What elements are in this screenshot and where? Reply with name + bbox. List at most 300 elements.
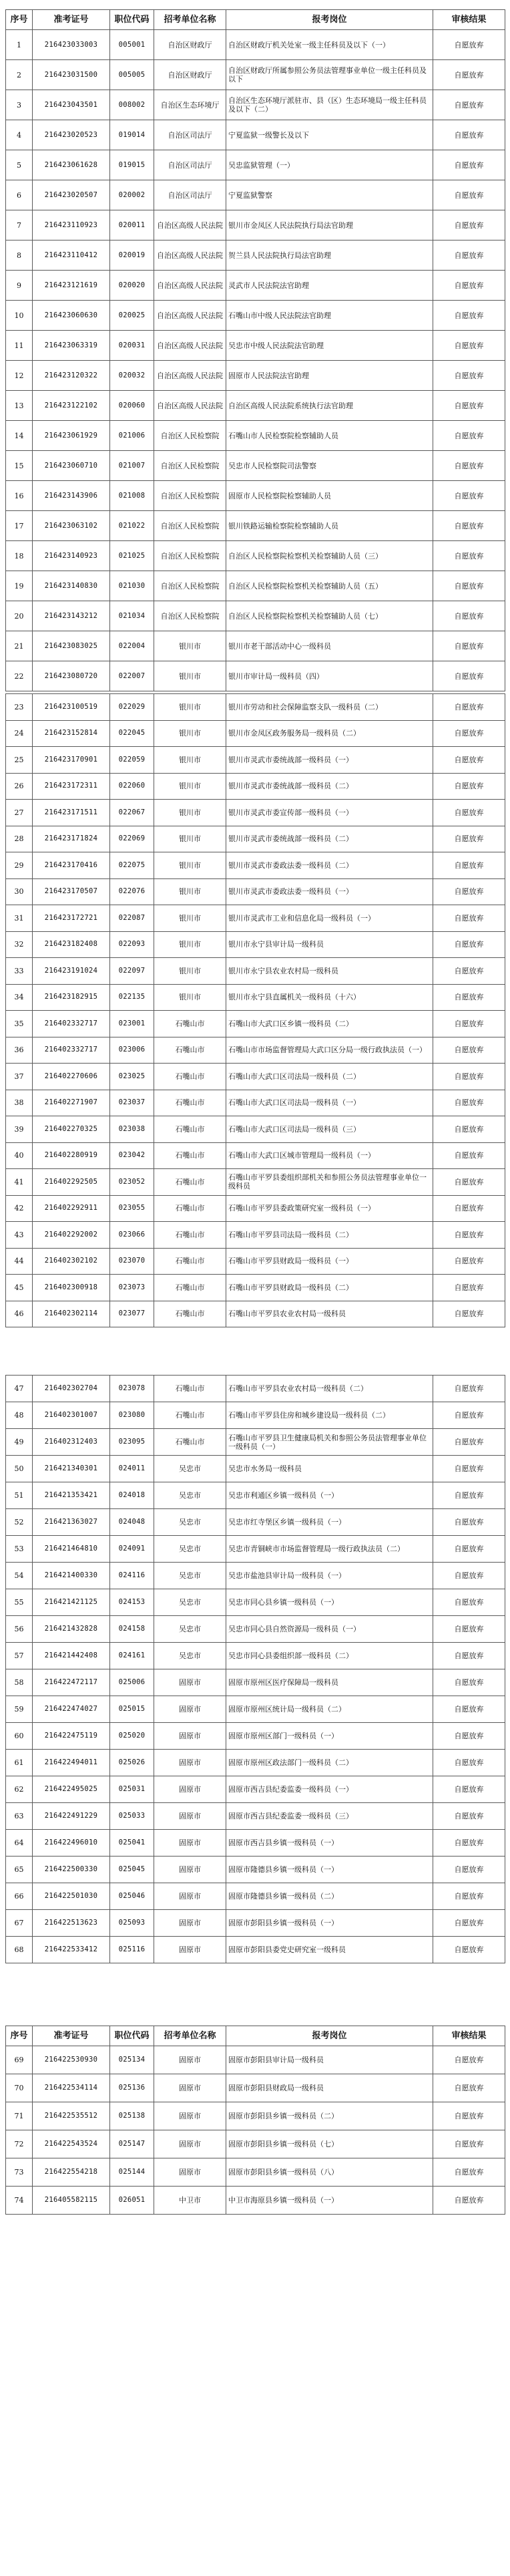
header-position-code: 职位代码 bbox=[110, 10, 154, 30]
cell-recruiting-unit: 石嘴山市 bbox=[154, 1064, 226, 1090]
cell-applied-position: 石嘴山市大武口区司法局一级科员（一） bbox=[226, 1090, 433, 1116]
cell-serial-number: 27 bbox=[6, 800, 33, 826]
cell-recruiting-unit: 自治区人民检察院 bbox=[154, 571, 226, 601]
table-row bbox=[6, 1301, 505, 1327]
cell-review-result: 自愿放弃 bbox=[433, 747, 505, 774]
table-row bbox=[6, 1589, 505, 1616]
cell-position-code: 025116 bbox=[110, 1937, 154, 1963]
cell-recruiting-unit: 银川市 bbox=[154, 800, 226, 826]
cell-review-result: 自愿放弃 bbox=[433, 150, 505, 180]
table-row bbox=[6, 1222, 505, 1249]
cell-ticket-number: 216422496010 bbox=[33, 1830, 110, 1857]
cell-serial-number: 71 bbox=[6, 2102, 33, 2130]
table-row bbox=[6, 2074, 505, 2102]
cell-position-code: 020019 bbox=[110, 240, 154, 271]
cell-applied-position: 固原市彭阳县乡镇一级科员（七） bbox=[226, 2130, 433, 2158]
cell-review-result: 自愿放弃 bbox=[433, 2102, 505, 2130]
cell-applied-position: 银川市永宁县直属机关一级科员（十六） bbox=[226, 984, 433, 1011]
cell-position-code: 025045 bbox=[110, 1857, 154, 1883]
cell-applied-position: 石嘴山市平罗县农业农村局一级科员（二） bbox=[226, 1376, 433, 1402]
cell-position-code: 022135 bbox=[110, 984, 154, 1011]
cell-review-result: 自愿放弃 bbox=[433, 800, 505, 826]
cell-ticket-number: 216423061628 bbox=[33, 150, 110, 180]
table-row bbox=[6, 2187, 505, 2215]
cell-applied-position: 吴忠监狱管理（一） bbox=[226, 150, 433, 180]
cell-ticket-number: 216421400330 bbox=[33, 1563, 110, 1589]
cell-applied-position: 吴忠市盐池县审计局一级科员（一） bbox=[226, 1563, 433, 1589]
cell-position-code: 025136 bbox=[110, 2074, 154, 2102]
cell-ticket-number: 216421340301 bbox=[33, 1456, 110, 1482]
cell-applied-position: 银川市灵武市委政法委一级科员（二） bbox=[226, 852, 433, 879]
cell-serial-number: 17 bbox=[6, 511, 33, 541]
cell-review-result: 自愿放弃 bbox=[433, 852, 505, 879]
cell-serial-number: 52 bbox=[6, 1509, 33, 1536]
cell-applied-position: 宁夏监狱一级警长及以下 bbox=[226, 120, 433, 150]
cell-ticket-number: 216402302704 bbox=[33, 1376, 110, 1402]
cell-applied-position: 吴忠市人民检察院司法警察 bbox=[226, 451, 433, 481]
cell-review-result: 自愿放弃 bbox=[433, 1037, 505, 1064]
cell-applied-position: 固原市原州区统计局一级科员（二） bbox=[226, 1696, 433, 1723]
cell-position-code: 023025 bbox=[110, 1064, 154, 1090]
cell-review-result: 自愿放弃 bbox=[433, 2074, 505, 2102]
cell-position-code: 023070 bbox=[110, 1248, 154, 1275]
cell-position-code: 025031 bbox=[110, 1776, 154, 1803]
cell-position-code: 020020 bbox=[110, 271, 154, 301]
cell-serial-number: 34 bbox=[6, 984, 33, 1011]
cell-serial-number: 2 bbox=[6, 60, 33, 90]
cell-serial-number: 32 bbox=[6, 931, 33, 958]
cell-serial-number: 11 bbox=[6, 331, 33, 361]
cell-serial-number: 63 bbox=[6, 1803, 33, 1830]
results-table-part-4 bbox=[5, 2026, 505, 2215]
cell-recruiting-unit: 石嘴山市 bbox=[154, 1248, 226, 1275]
cell-recruiting-unit: 吴忠市 bbox=[154, 1536, 226, 1563]
cell-position-code: 024011 bbox=[110, 1456, 154, 1482]
table-row bbox=[6, 60, 505, 90]
table-row bbox=[6, 773, 505, 800]
cell-position-code: 025006 bbox=[110, 1669, 154, 1696]
cell-position-code: 023073 bbox=[110, 1275, 154, 1301]
cell-review-result: 自愿放弃 bbox=[433, 1402, 505, 1429]
cell-ticket-number: 216405582115 bbox=[33, 2187, 110, 2215]
cell-review-result: 自愿放弃 bbox=[433, 210, 505, 240]
cell-ticket-number: 216423171511 bbox=[33, 800, 110, 826]
cell-serial-number: 46 bbox=[6, 1301, 33, 1327]
cell-position-code: 019015 bbox=[110, 150, 154, 180]
cell-applied-position: 银川市金凤区人民法院执行局法官助理 bbox=[226, 210, 433, 240]
header-ticket-number: 准考证号 bbox=[33, 10, 110, 30]
cell-serial-number: 45 bbox=[6, 1275, 33, 1301]
cell-applied-position: 固原市西吉县纪委监委一级科员（一） bbox=[226, 1776, 433, 1803]
cell-recruiting-unit: 自治区人民检察院 bbox=[154, 601, 226, 631]
cell-recruiting-unit: 固原市 bbox=[154, 1937, 226, 1963]
cell-recruiting-unit: 石嘴山市 bbox=[154, 1090, 226, 1116]
cell-ticket-number: 216423061929 bbox=[33, 421, 110, 451]
cell-applied-position: 固原市隆德县乡镇一级科员（二） bbox=[226, 1883, 433, 1910]
cell-ticket-number: 216402300918 bbox=[33, 1275, 110, 1301]
cell-review-result: 自愿放弃 bbox=[433, 1803, 505, 1830]
table-row bbox=[6, 1429, 505, 1456]
cell-review-result: 自愿放弃 bbox=[433, 361, 505, 391]
cell-applied-position: 银川市灵武市委统战部一级科员（一） bbox=[226, 747, 433, 774]
cell-review-result: 自愿放弃 bbox=[433, 826, 505, 852]
table-row bbox=[6, 1563, 505, 1589]
cell-recruiting-unit: 石嘴山市 bbox=[154, 1116, 226, 1143]
cell-applied-position: 银川市灵武市委政法委一级科员（一） bbox=[226, 878, 433, 905]
table-row bbox=[6, 1696, 505, 1723]
table-row bbox=[6, 331, 505, 361]
cell-serial-number: 53 bbox=[6, 1536, 33, 1563]
cell-applied-position: 固原市彭阳县审计局一级科员 bbox=[226, 2046, 433, 2074]
cell-recruiting-unit: 银川市 bbox=[154, 878, 226, 905]
cell-review-result: 自愿放弃 bbox=[433, 720, 505, 747]
cell-applied-position: 石嘴山市人民检察院检察辅助人员 bbox=[226, 421, 433, 451]
cell-recruiting-unit: 吴忠市 bbox=[154, 1482, 226, 1509]
header-ticket-number: 准考证号 bbox=[33, 2026, 110, 2046]
cell-applied-position: 固原市西吉县乡镇一级科员（一） bbox=[226, 1830, 433, 1857]
cell-ticket-number: 216421442408 bbox=[33, 1643, 110, 1669]
table-row bbox=[6, 1910, 505, 1937]
cell-position-code: 023095 bbox=[110, 1429, 154, 1456]
cell-recruiting-unit: 自治区司法厅 bbox=[154, 180, 226, 210]
cell-recruiting-unit: 自治区高级人民法院 bbox=[154, 210, 226, 240]
cell-ticket-number: 216402301007 bbox=[33, 1402, 110, 1429]
cell-ticket-number: 216421363027 bbox=[33, 1509, 110, 1536]
cell-ticket-number: 216423172721 bbox=[33, 905, 110, 932]
cell-position-code: 025015 bbox=[110, 1696, 154, 1723]
cell-recruiting-unit: 固原市 bbox=[154, 1669, 226, 1696]
table-row bbox=[6, 958, 505, 985]
cell-ticket-number: 216402332717 bbox=[33, 1011, 110, 1037]
cell-recruiting-unit: 自治区人民检察院 bbox=[154, 511, 226, 541]
cell-recruiting-unit: 固原市 bbox=[154, 2158, 226, 2187]
cell-recruiting-unit: 自治区财政厅 bbox=[154, 30, 226, 60]
cell-serial-number: 33 bbox=[6, 958, 33, 985]
cell-recruiting-unit: 银川市 bbox=[154, 661, 226, 691]
cell-review-result: 自愿放弃 bbox=[433, 180, 505, 210]
cell-review-result: 自愿放弃 bbox=[433, 30, 505, 60]
cell-applied-position: 固原市原州区医疗保障局一级科员 bbox=[226, 1669, 433, 1696]
cell-position-code: 022076 bbox=[110, 878, 154, 905]
cell-applied-position: 石嘴山市平罗县农业农村局一级科员 bbox=[226, 1301, 433, 1327]
table-row bbox=[6, 210, 505, 240]
cell-serial-number: 40 bbox=[6, 1142, 33, 1169]
cell-recruiting-unit: 石嘴山市 bbox=[154, 1011, 226, 1037]
cell-review-result: 自愿放弃 bbox=[433, 601, 505, 631]
cell-recruiting-unit: 石嘴山市 bbox=[154, 1169, 226, 1196]
cell-review-result: 自愿放弃 bbox=[433, 1536, 505, 1563]
cell-review-result: 自愿放弃 bbox=[433, 391, 505, 421]
cell-applied-position: 自治区财政厅所属参照公务员法管理事业单位一级主任科员及以下 bbox=[226, 60, 433, 90]
cell-ticket-number: 216402302114 bbox=[33, 1301, 110, 1327]
cell-review-result: 自愿放弃 bbox=[433, 120, 505, 150]
header-review-result: 审核结果 bbox=[433, 10, 505, 30]
cell-applied-position: 石嘴山市大武口区城市管理局一级科员（一） bbox=[226, 1142, 433, 1169]
cell-recruiting-unit: 石嘴山市 bbox=[154, 1142, 226, 1169]
cell-review-result: 自愿放弃 bbox=[433, 1509, 505, 1536]
cell-review-result: 自愿放弃 bbox=[433, 1563, 505, 1589]
cell-recruiting-unit: 固原市 bbox=[154, 1776, 226, 1803]
cell-position-code: 023078 bbox=[110, 1376, 154, 1402]
cell-ticket-number: 216423043501 bbox=[33, 90, 110, 120]
cell-recruiting-unit: 银川市 bbox=[154, 747, 226, 774]
cell-recruiting-unit: 银川市 bbox=[154, 720, 226, 747]
cell-serial-number: 56 bbox=[6, 1616, 33, 1643]
cell-position-code: 021030 bbox=[110, 571, 154, 601]
table-row bbox=[6, 271, 505, 301]
cell-ticket-number: 216421464810 bbox=[33, 1536, 110, 1563]
cell-serial-number: 19 bbox=[6, 571, 33, 601]
cell-applied-position: 吴忠市利通区乡镇一级科员（一） bbox=[226, 1482, 433, 1509]
table-row bbox=[6, 1011, 505, 1037]
cell-serial-number: 6 bbox=[6, 180, 33, 210]
cell-review-result: 自愿放弃 bbox=[433, 1064, 505, 1090]
table-row bbox=[6, 481, 505, 511]
cell-ticket-number: 216402332717 bbox=[33, 1037, 110, 1064]
cell-recruiting-unit: 自治区人民检察院 bbox=[154, 451, 226, 481]
cell-review-result: 自愿放弃 bbox=[433, 1937, 505, 1963]
cell-position-code: 023042 bbox=[110, 1142, 154, 1169]
cell-review-result: 自愿放弃 bbox=[433, 1669, 505, 1696]
cell-review-result: 自愿放弃 bbox=[433, 931, 505, 958]
cell-applied-position: 吴忠市同心县自然资源局一级科员（一） bbox=[226, 1616, 433, 1643]
cell-position-code: 026051 bbox=[110, 2187, 154, 2215]
cell-serial-number: 72 bbox=[6, 2130, 33, 2158]
table-row bbox=[6, 1376, 505, 1402]
cell-recruiting-unit: 银川市 bbox=[154, 852, 226, 879]
cell-applied-position: 银川市老干部活动中心一级科员 bbox=[226, 631, 433, 661]
cell-ticket-number: 216422534114 bbox=[33, 2074, 110, 2102]
cell-recruiting-unit: 银川市 bbox=[154, 694, 226, 721]
cell-serial-number: 43 bbox=[6, 1222, 33, 1249]
cell-applied-position: 自治区人民检察院检察机关检察辅助人员（七） bbox=[226, 601, 433, 631]
cell-applied-position: 银川市灵武市工业和信息化局一级科员（一） bbox=[226, 905, 433, 932]
table-row bbox=[6, 720, 505, 747]
cell-applied-position: 石嘴山市平罗县财政局一级科员（一） bbox=[226, 1248, 433, 1275]
cell-ticket-number: 216423083025 bbox=[33, 631, 110, 661]
cell-review-result: 自愿放弃 bbox=[433, 541, 505, 571]
cell-serial-number: 38 bbox=[6, 1090, 33, 1116]
cell-applied-position: 自治区高级人民法院系统执行法官助理 bbox=[226, 391, 433, 421]
cell-serial-number: 60 bbox=[6, 1723, 33, 1750]
cell-applied-position: 吴忠市青铜峡市市场监督管理局一级行政执法员（二） bbox=[226, 1536, 433, 1563]
cell-ticket-number: 216423060630 bbox=[33, 301, 110, 331]
cell-ticket-number: 216423122102 bbox=[33, 391, 110, 421]
table-row bbox=[6, 905, 505, 932]
table-row bbox=[6, 1509, 505, 1536]
cell-review-result: 自愿放弃 bbox=[433, 571, 505, 601]
cell-position-code: 020032 bbox=[110, 361, 154, 391]
cell-applied-position: 银川市永宁县农业农村局一级科员 bbox=[226, 958, 433, 985]
cell-recruiting-unit: 吴忠市 bbox=[154, 1589, 226, 1616]
cell-recruiting-unit: 自治区高级人民法院 bbox=[154, 391, 226, 421]
cell-applied-position: 自治区财政厅机关处室一级主任科员及以下（一） bbox=[226, 30, 433, 60]
table-row bbox=[6, 1275, 505, 1301]
cell-position-code: 021034 bbox=[110, 601, 154, 631]
header-serial-number: 序号 bbox=[6, 2026, 33, 2046]
cell-ticket-number: 216422543524 bbox=[33, 2130, 110, 2158]
cell-position-code: 024018 bbox=[110, 1482, 154, 1509]
cell-ticket-number: 216421421125 bbox=[33, 1589, 110, 1616]
cell-serial-number: 8 bbox=[6, 240, 33, 271]
cell-recruiting-unit: 自治区司法厅 bbox=[154, 150, 226, 180]
table-row bbox=[6, 931, 505, 958]
cell-serial-number: 30 bbox=[6, 878, 33, 905]
cell-applied-position: 固原市西吉县纪委监委一级科员（三） bbox=[226, 1803, 433, 1830]
table-row bbox=[6, 694, 505, 721]
table-row bbox=[6, 451, 505, 481]
cell-review-result: 自愿放弃 bbox=[433, 1456, 505, 1482]
cell-serial-number: 9 bbox=[6, 271, 33, 301]
cell-position-code: 019014 bbox=[110, 120, 154, 150]
table-row bbox=[6, 120, 505, 150]
cell-recruiting-unit: 石嘴山市 bbox=[154, 1275, 226, 1301]
cell-ticket-number: 216423031500 bbox=[33, 60, 110, 90]
cell-ticket-number: 216402312403 bbox=[33, 1429, 110, 1456]
cell-serial-number: 29 bbox=[6, 852, 33, 879]
cell-recruiting-unit: 石嘴山市 bbox=[154, 1429, 226, 1456]
cell-position-code: 024091 bbox=[110, 1536, 154, 1563]
cell-position-code: 023001 bbox=[110, 1011, 154, 1037]
cell-review-result: 自愿放弃 bbox=[433, 1857, 505, 1883]
cell-review-result: 自愿放弃 bbox=[433, 1589, 505, 1616]
cell-recruiting-unit: 银川市 bbox=[154, 931, 226, 958]
cell-recruiting-unit: 石嘴山市 bbox=[154, 1301, 226, 1327]
cell-review-result: 自愿放弃 bbox=[433, 1222, 505, 1249]
cell-review-result: 自愿放弃 bbox=[433, 1910, 505, 1937]
cell-applied-position: 固原市人民法院法官助理 bbox=[226, 361, 433, 391]
cell-position-code: 022087 bbox=[110, 905, 154, 932]
cell-recruiting-unit: 固原市 bbox=[154, 1723, 226, 1750]
table-row bbox=[6, 1402, 505, 1429]
cell-position-code: 023077 bbox=[110, 1301, 154, 1327]
cell-recruiting-unit: 自治区高级人民法院 bbox=[154, 361, 226, 391]
table-row bbox=[6, 601, 505, 631]
cell-serial-number: 50 bbox=[6, 1456, 33, 1482]
cell-applied-position: 吴忠市同心县乡镇一级科员（一） bbox=[226, 1589, 433, 1616]
cell-position-code: 021008 bbox=[110, 481, 154, 511]
cell-ticket-number: 216422554218 bbox=[33, 2158, 110, 2187]
cell-review-result: 自愿放弃 bbox=[433, 631, 505, 661]
cell-ticket-number: 216423152814 bbox=[33, 720, 110, 747]
cell-review-result: 自愿放弃 bbox=[433, 481, 505, 511]
cell-review-result: 自愿放弃 bbox=[433, 1116, 505, 1143]
table-row bbox=[6, 150, 505, 180]
table-row bbox=[6, 2046, 505, 2074]
cell-serial-number: 36 bbox=[6, 1037, 33, 1064]
cell-applied-position: 宁夏监狱警察 bbox=[226, 180, 433, 210]
cell-review-result: 自愿放弃 bbox=[433, 2046, 505, 2074]
cell-review-result: 自愿放弃 bbox=[433, 511, 505, 541]
cell-ticket-number: 216423143906 bbox=[33, 481, 110, 511]
cell-position-code: 023080 bbox=[110, 1402, 154, 1429]
cell-recruiting-unit: 自治区高级人民法院 bbox=[154, 331, 226, 361]
cell-recruiting-unit: 自治区高级人民法院 bbox=[154, 301, 226, 331]
cell-review-result: 自愿放弃 bbox=[433, 301, 505, 331]
cell-serial-number: 4 bbox=[6, 120, 33, 150]
results-table-part-3 bbox=[5, 1375, 505, 1963]
cell-serial-number: 41 bbox=[6, 1169, 33, 1196]
cell-position-code: 022075 bbox=[110, 852, 154, 879]
table-row bbox=[6, 984, 505, 1011]
cell-serial-number: 20 bbox=[6, 601, 33, 631]
cell-serial-number: 26 bbox=[6, 773, 33, 800]
cell-recruiting-unit: 自治区高级人民法院 bbox=[154, 271, 226, 301]
cell-serial-number: 7 bbox=[6, 210, 33, 240]
table-row bbox=[6, 240, 505, 271]
cell-review-result: 自愿放弃 bbox=[433, 694, 505, 721]
table-row bbox=[6, 301, 505, 331]
cell-serial-number: 67 bbox=[6, 1910, 33, 1937]
cell-review-result: 自愿放弃 bbox=[433, 1830, 505, 1857]
cell-ticket-number: 216402280919 bbox=[33, 1142, 110, 1169]
cell-review-result: 自愿放弃 bbox=[433, 1696, 505, 1723]
table-header-row bbox=[6, 2026, 505, 2046]
table-row bbox=[6, 2130, 505, 2158]
cell-review-result: 自愿放弃 bbox=[433, 661, 505, 691]
cell-review-result: 自愿放弃 bbox=[433, 90, 505, 120]
table-row bbox=[6, 180, 505, 210]
cell-review-result: 自愿放弃 bbox=[433, 773, 505, 800]
cell-recruiting-unit: 固原市 bbox=[154, 2130, 226, 2158]
results-table-part-2 bbox=[5, 693, 505, 1327]
cell-review-result: 自愿放弃 bbox=[433, 2187, 505, 2215]
cell-applied-position: 灵武市人民法院法官助理 bbox=[226, 271, 433, 301]
cell-applied-position: 固原市隆德县乡镇一级科员（一） bbox=[226, 1857, 433, 1883]
cell-serial-number: 48 bbox=[6, 1402, 33, 1429]
cell-ticket-number: 216423063102 bbox=[33, 511, 110, 541]
cell-serial-number: 66 bbox=[6, 1883, 33, 1910]
cell-ticket-number: 216402292911 bbox=[33, 1195, 110, 1222]
cell-applied-position: 银川市劳动和社会保障监察支队一级科员（二） bbox=[226, 694, 433, 721]
cell-serial-number: 1 bbox=[6, 30, 33, 60]
cell-serial-number: 61 bbox=[6, 1750, 33, 1776]
cell-applied-position: 银川铁路运输检察院检察辅助人员 bbox=[226, 511, 433, 541]
table-row bbox=[6, 421, 505, 451]
cell-ticket-number: 216422474027 bbox=[33, 1696, 110, 1723]
cell-serial-number: 59 bbox=[6, 1696, 33, 1723]
cell-recruiting-unit: 吴忠市 bbox=[154, 1563, 226, 1589]
cell-serial-number: 70 bbox=[6, 2074, 33, 2102]
cell-serial-number: 51 bbox=[6, 1482, 33, 1509]
cell-ticket-number: 216402270606 bbox=[33, 1064, 110, 1090]
cell-recruiting-unit: 银川市 bbox=[154, 984, 226, 1011]
table-row bbox=[6, 1669, 505, 1696]
cell-position-code: 025093 bbox=[110, 1910, 154, 1937]
cell-position-code: 023006 bbox=[110, 1037, 154, 1064]
cell-serial-number: 39 bbox=[6, 1116, 33, 1143]
table-row bbox=[6, 1803, 505, 1830]
table-row bbox=[6, 1169, 505, 1196]
cell-serial-number: 58 bbox=[6, 1669, 33, 1696]
header-serial-number: 序号 bbox=[6, 10, 33, 30]
cell-position-code: 020025 bbox=[110, 301, 154, 331]
cell-position-code: 022069 bbox=[110, 826, 154, 852]
cell-position-code: 024153 bbox=[110, 1589, 154, 1616]
cell-review-result: 自愿放弃 bbox=[433, 1616, 505, 1643]
table-row bbox=[6, 1456, 505, 1482]
cell-applied-position: 吴忠市红寺堡区乡镇一级科员（一） bbox=[226, 1509, 433, 1536]
cell-ticket-number: 216423060710 bbox=[33, 451, 110, 481]
table-row bbox=[6, 852, 505, 879]
cell-position-code: 025026 bbox=[110, 1750, 154, 1776]
cell-ticket-number: 216402270325 bbox=[33, 1116, 110, 1143]
cell-serial-number: 44 bbox=[6, 1248, 33, 1275]
cell-position-code: 025147 bbox=[110, 2130, 154, 2158]
cell-ticket-number: 216402302102 bbox=[33, 1248, 110, 1275]
cell-position-code: 023055 bbox=[110, 1195, 154, 1222]
cell-recruiting-unit: 银川市 bbox=[154, 631, 226, 661]
